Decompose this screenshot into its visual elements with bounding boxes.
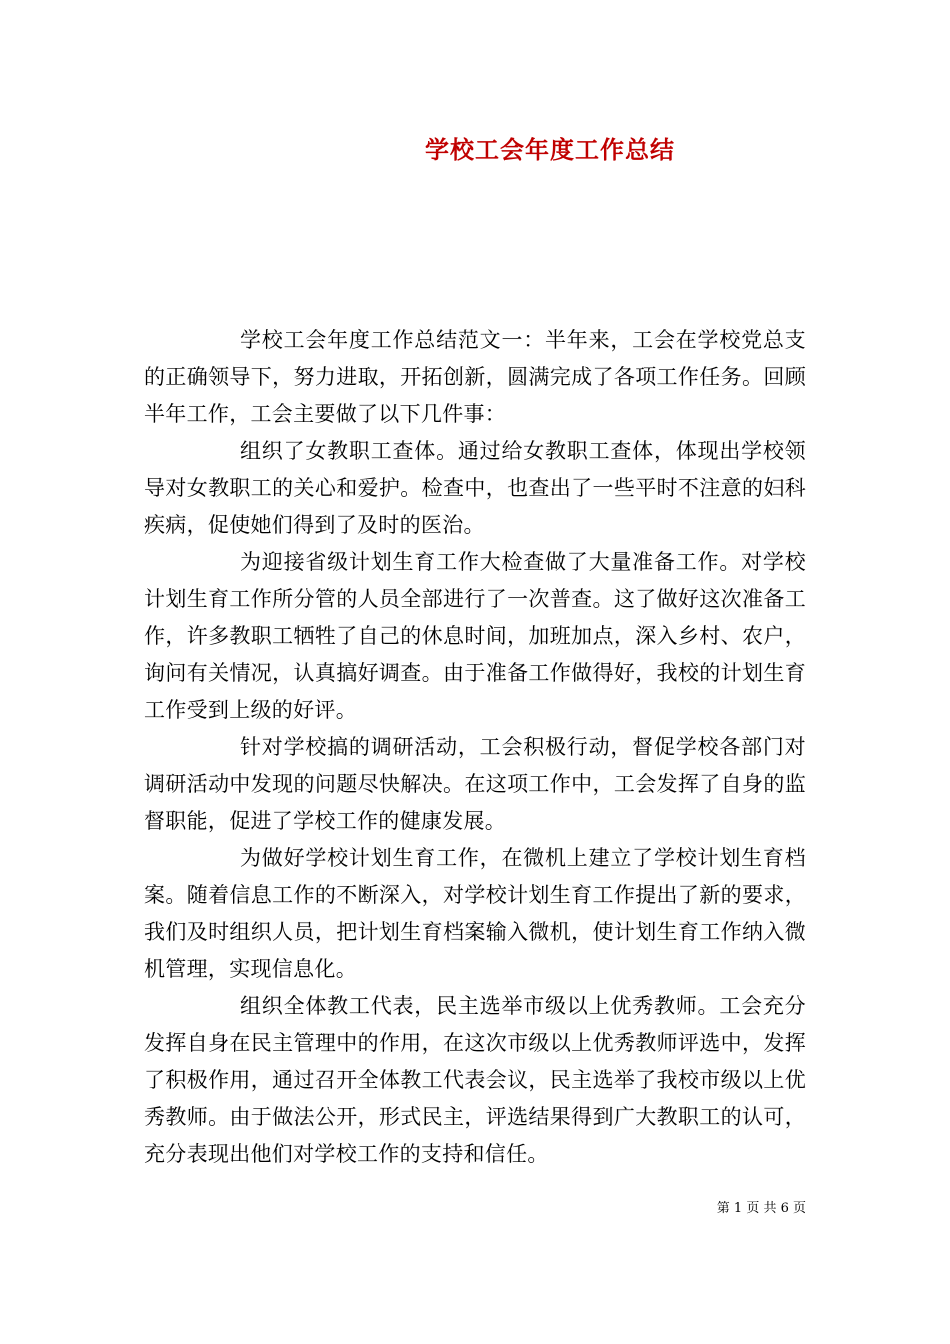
- paragraph-4: 针对学校搞的调研活动，工会积极行动，督促学校各部门对调研活动中发现的问题尽快解决。在这项工作中，工会发挥了自身的监督职能，促进了学校工作的健康发展。: [144, 735, 806, 833]
- paragraph-2: 组织了女教职工查体。通过给女教职工查体，体现出学校领导对女教职工的关心和爱护。检查中，也查出了一些平时不注意的妇科疾病，促使她们得到了及时的医治。: [144, 439, 806, 537]
- document-title: 学校工会年度工作总结: [425, 135, 675, 164]
- paragraph-1: 学校工会年度工作总结范文一：半年来，工会在学校党总支的正确领导下，努力进取，开拓创新，圆满完成了各项工作任务。回顾半年工作，工会主要做了以下几件事：: [144, 328, 806, 426]
- document-body: [144, 322, 806, 1173]
- paragraph-6: 组织全体教工代表，民主选举市级以上优秀教师。工会充分发挥自身在民主管理中的作用，在这次市级以上优秀教师评选中，发挥了积极作用，通过召开全体教工代表会议，民主选举了我校市级以上优秀教师。由于做法公开，形式民主，评选结果得到广大教职工的认可，充分表现出他们对学校工作的支持和信任。: [144, 994, 806, 1166]
- paragraph-3: 为迎接省级计划生育工作大检查做了大量准备工作。对学校计划生育工作所分管的人员全部进行了一次普查。这了做好这次准备工作，许多教职工牺牲了自己的休息时间，加班加点，深入乡村、农户，询问有关情况，认真搞好调查。由于准备工作做得好，我校的计划生育工作受到上级的好评。: [144, 550, 806, 722]
- page-number-footer: 第 1 页 共 6 页: [716, 1201, 806, 1216]
- paragraph-5: 为做好学校计划生育工作，在微机上建立了学校计划生育档案。随着信息工作的不断深入，对学校计划生育工作提出了新的要求，我们及时组织人员，把计划生育档案输入微机，使计划生育工作纳入微机管理，实现信息化。: [144, 846, 806, 981]
